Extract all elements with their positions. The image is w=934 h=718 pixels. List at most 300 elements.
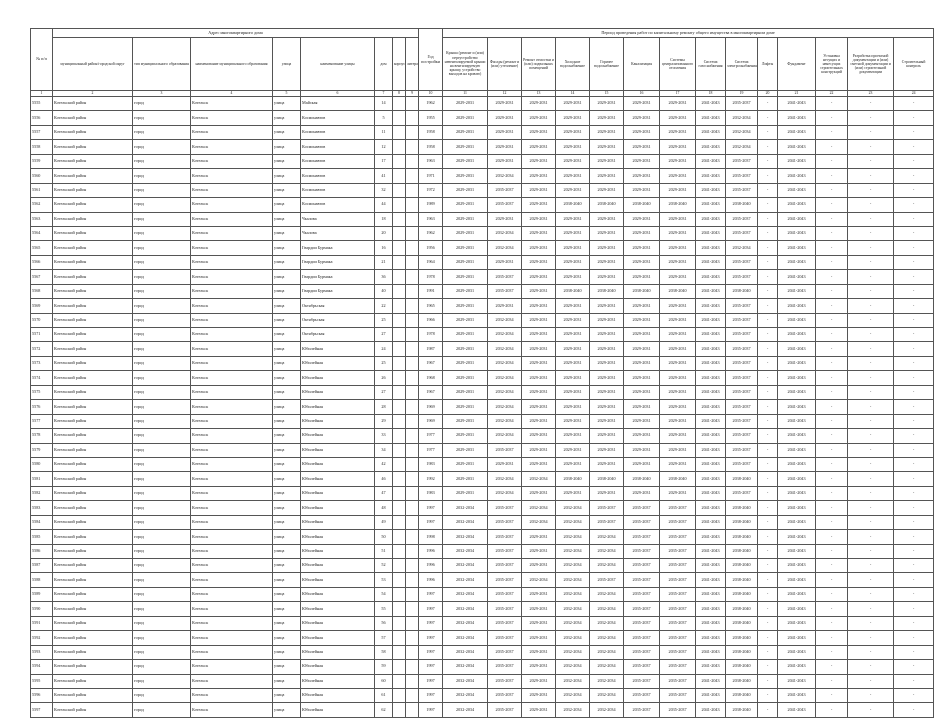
table-cell: Котельск [191, 299, 273, 313]
table-cell: город [133, 356, 191, 370]
table-cell: 2029-2031 [443, 486, 488, 500]
table-cell: 2029-2031 [624, 486, 660, 500]
table-cell: 2041-2043 [778, 631, 816, 645]
table-cell: 5593 [31, 645, 53, 659]
table-cell: 2029-2031 [522, 97, 556, 111]
table-row [31, 125, 934, 139]
table-cell: 2029-2031 [522, 212, 556, 226]
table-cell: - [894, 602, 934, 616]
table-cell: Космонавтов [301, 169, 375, 183]
table-cell: Котельский район [53, 443, 133, 457]
table-cell: 2029-2031 [660, 125, 696, 139]
table-cell: 2029-2031 [590, 140, 624, 154]
table-cell: 2041-2043 [696, 688, 726, 702]
table-cell: - [758, 515, 778, 529]
table-cell: 2038-2040 [726, 559, 758, 573]
table-cell [393, 616, 406, 630]
table-cell [406, 299, 419, 313]
col-number: 1 [31, 91, 53, 97]
table-cell [393, 486, 406, 500]
table-cell: 2032-2034 [726, 111, 758, 125]
table-cell: 5571 [31, 328, 53, 342]
table-cell: 2029-2031 [556, 342, 590, 356]
table-cell: 2029-2031 [443, 212, 488, 226]
table-cell: 2035-2037 [624, 631, 660, 645]
table-cell: 2041-2043 [778, 674, 816, 688]
table-cell: 2041-2043 [778, 154, 816, 168]
table-cell: 2041-2043 [778, 645, 816, 659]
table-cell: 2029-2031 [624, 400, 660, 414]
table-cell: 2041-2043 [778, 255, 816, 269]
table-cell: - [816, 328, 848, 342]
col-number: 13 [522, 91, 556, 97]
table-cell: Котельск [191, 660, 273, 674]
table-cell: - [758, 703, 778, 717]
table-cell: Котельский район [53, 400, 133, 414]
table-cell: 2041-2043 [778, 125, 816, 139]
table-cell: 2029-2031 [522, 299, 556, 313]
table-cell: город [133, 385, 191, 399]
table-cell: 2038-2040 [660, 472, 696, 486]
table-cell: 2035-2037 [726, 226, 758, 240]
table-cell [393, 645, 406, 659]
table-cell: 2038-2040 [624, 284, 660, 298]
table-cell: 2032-2034 [443, 631, 488, 645]
col-header: тип муниципального образования [133, 38, 191, 91]
table-cell: - [816, 125, 848, 139]
table-cell [406, 559, 419, 573]
table-cell: Юбилейная [301, 631, 375, 645]
table-row [31, 284, 934, 298]
table-cell: 2038-2040 [726, 472, 758, 486]
table-cell: 2041-2043 [696, 241, 726, 255]
table-cell: - [848, 371, 894, 385]
table-cell: - [816, 270, 848, 284]
table-cell: 2032-2034 [488, 342, 522, 356]
table-cell: улица [273, 212, 301, 226]
table-cell: 2041-2043 [696, 559, 726, 573]
table-cell: 1998 [419, 530, 443, 544]
table-cell: 2029-2031 [590, 212, 624, 226]
table-cell [393, 429, 406, 443]
table-cell: - [894, 140, 934, 154]
table-cell: - [848, 674, 894, 688]
table-cell: 2041-2043 [696, 125, 726, 139]
table-cell: - [758, 154, 778, 168]
table-cell: - [848, 486, 894, 500]
table-cell: 2032-2034 [726, 241, 758, 255]
table-cell: Юбилейная [301, 530, 375, 544]
table-cell [406, 371, 419, 385]
table-cell: 1962 [419, 97, 443, 111]
table-row [31, 414, 934, 428]
table-cell: Юбилейная [301, 602, 375, 616]
table-cell: 5582 [31, 486, 53, 500]
table-cell: - [848, 587, 894, 601]
table-cell: 2032-2034 [443, 645, 488, 659]
table-cell: 5590 [31, 602, 53, 616]
table-cell: город [133, 255, 191, 269]
table-cell: 2035-2037 [488, 703, 522, 717]
table-cell: улица [273, 645, 301, 659]
table-cell: 2038-2040 [590, 284, 624, 298]
table-cell [406, 457, 419, 471]
table-cell: 27 [375, 328, 393, 342]
table-cell: 2029-2031 [590, 111, 624, 125]
table-cell: - [758, 501, 778, 515]
table-cell: 1983 [419, 486, 443, 500]
table-cell: 2029-2031 [522, 429, 556, 443]
table-cell: Котельск [191, 154, 273, 168]
table-cell: Космонавтов [301, 125, 375, 139]
table-cell: Котельский район [53, 660, 133, 674]
table-cell: - [848, 429, 894, 443]
table-cell: Котельск [191, 125, 273, 139]
table-cell: 2035-2037 [660, 688, 696, 702]
table-cell: 2032-2034 [443, 674, 488, 688]
table-cell: 25 [375, 313, 393, 327]
table-row [31, 371, 934, 385]
table-cell: Котельский район [53, 299, 133, 313]
table-cell: Гвардии Бурмака [301, 284, 375, 298]
table-cell: 5566 [31, 255, 53, 269]
table-cell: 2029-2031 [624, 342, 660, 356]
table-cell [393, 328, 406, 342]
table-cell: - [758, 486, 778, 500]
table-cell: 2035-2037 [624, 530, 660, 544]
table-cell: 2029-2031 [660, 414, 696, 428]
table-cell: Котельск [191, 530, 273, 544]
table-cell [406, 212, 419, 226]
col-header: Фундамент [778, 38, 816, 91]
table-cell: - [894, 356, 934, 370]
table-cell: - [894, 198, 934, 212]
table-cell: 2035-2037 [624, 674, 660, 688]
table-row [31, 429, 934, 443]
table-cell: город [133, 97, 191, 111]
table-cell: Котельск [191, 342, 273, 356]
table-row [31, 501, 934, 515]
table-cell: - [758, 660, 778, 674]
table-cell: 2029-2031 [660, 154, 696, 168]
table-cell [393, 154, 406, 168]
table-cell: Майская [301, 97, 375, 111]
table-cell: Гвардии Бурмака [301, 270, 375, 284]
table-cell: 2029-2031 [660, 212, 696, 226]
table-cell: 2032-2034 [556, 703, 590, 717]
table-cell: Котельск [191, 645, 273, 659]
table-cell: Котельский район [53, 573, 133, 587]
table-cell [406, 573, 419, 587]
table-cell: 5573 [31, 356, 53, 370]
table-cell: 2029-2031 [624, 169, 660, 183]
table-cell: 2029-2031 [488, 299, 522, 313]
col-header: Ремонт отмостки и (или) подвальных помещений [522, 38, 556, 91]
table-cell: 2032-2034 [556, 515, 590, 529]
table-cell: 2038-2040 [726, 198, 758, 212]
table-row [31, 226, 934, 240]
table-cell: 2035-2037 [624, 645, 660, 659]
table-cell: город [133, 616, 191, 630]
table-cell: 2038-2040 [624, 198, 660, 212]
table-cell: - [816, 486, 848, 500]
table-cell: город [133, 544, 191, 558]
table-cell: - [816, 674, 848, 688]
table-row [31, 486, 934, 500]
table-cell: улица [273, 241, 301, 255]
table-cell: город [133, 486, 191, 500]
table-cell: - [848, 183, 894, 197]
table-cell: город [133, 660, 191, 674]
table-cell [393, 255, 406, 269]
table-cell: 2029-2031 [624, 328, 660, 342]
table-cell: 2029-2031 [522, 255, 556, 269]
table-cell: 1966 [419, 313, 443, 327]
table-cell: 2029-2031 [624, 125, 660, 139]
table-cell: улица [273, 674, 301, 688]
table-cell: 2041-2043 [778, 472, 816, 486]
table-cell: 2032-2034 [443, 501, 488, 515]
col-header: Строительный контроль [894, 38, 934, 91]
table-cell: 2029-2031 [522, 703, 556, 717]
table-cell [393, 587, 406, 601]
table-cell: Котельск [191, 559, 273, 573]
table-cell: 2041-2043 [696, 400, 726, 414]
table-body [31, 97, 934, 718]
table-cell: город [133, 400, 191, 414]
table-cell: 2041-2043 [696, 587, 726, 601]
table-cell: 2041-2043 [778, 111, 816, 125]
table-cell: Котельский район [53, 602, 133, 616]
table-cell: 28 [375, 400, 393, 414]
table-row [31, 140, 934, 154]
table-cell [406, 674, 419, 688]
table-cell [406, 515, 419, 529]
table-cell: - [816, 544, 848, 558]
table-cell: Котельск [191, 356, 273, 370]
table-cell: 2041-2043 [696, 544, 726, 558]
table-cell: 2035-2037 [660, 616, 696, 630]
table-cell [393, 198, 406, 212]
table-cell: 2029-2031 [443, 342, 488, 356]
table-cell: 5555 [31, 97, 53, 111]
table-cell: 2032-2034 [590, 587, 624, 601]
table-cell: улица [273, 587, 301, 601]
table-cell [406, 385, 419, 399]
table-cell: - [848, 299, 894, 313]
table-cell: Юбилейная [301, 703, 375, 717]
table-cell [406, 414, 419, 428]
table-cell: - [758, 443, 778, 457]
table-cell: 2029-2031 [556, 385, 590, 399]
table-cell: 1955 [419, 111, 443, 125]
table-cell: улица [273, 356, 301, 370]
table-cell: - [816, 169, 848, 183]
table-cell: 1997 [419, 631, 443, 645]
table-cell: 2032-2034 [590, 688, 624, 702]
table-cell: город [133, 414, 191, 428]
table-cell: - [758, 688, 778, 702]
table-cell: 2041-2043 [696, 515, 726, 529]
table-cell: 2041-2043 [778, 226, 816, 240]
table-cell: 2041-2043 [696, 169, 726, 183]
table-cell: 2032-2034 [590, 602, 624, 616]
table-cell: 2035-2037 [660, 501, 696, 515]
table-cell: Юбилейная [301, 486, 375, 500]
table-cell: 5579 [31, 443, 53, 457]
table-cell: Котельск [191, 587, 273, 601]
table-cell: - [816, 602, 848, 616]
table-cell: Юбилейная [301, 342, 375, 356]
table-cell: 2038-2040 [726, 631, 758, 645]
table-cell: - [848, 645, 894, 659]
table-cell [393, 342, 406, 356]
table-cell: город [133, 371, 191, 385]
table-cell: 44 [375, 198, 393, 212]
table-cell: 1969 [419, 414, 443, 428]
col-number: 18 [696, 91, 726, 97]
table-cell: 5565 [31, 241, 53, 255]
table-cell: улица [273, 660, 301, 674]
col-number: 22 [816, 91, 848, 97]
table-cell: 2035-2037 [488, 660, 522, 674]
table-cell: - [758, 371, 778, 385]
table-cell [393, 674, 406, 688]
table-cell: 2041-2043 [696, 457, 726, 471]
table-cell [393, 299, 406, 313]
table-cell: 2035-2037 [624, 501, 660, 515]
table-cell: Котельск [191, 573, 273, 587]
table-cell [406, 154, 419, 168]
col-header: дом [375, 38, 393, 91]
table-cell: 2035-2037 [488, 183, 522, 197]
table-cell: 2035-2037 [726, 371, 758, 385]
table-cell: 2041-2043 [696, 342, 726, 356]
table-cell: - [848, 140, 894, 154]
table-cell: 2035-2037 [726, 183, 758, 197]
table-cell: Котельск [191, 688, 273, 702]
table-cell: - [816, 414, 848, 428]
table-row [31, 241, 934, 255]
table-cell: 2029-2031 [522, 313, 556, 327]
table-cell: 59 [375, 660, 393, 674]
table-cell: 2029-2031 [660, 140, 696, 154]
table-cell: 5591 [31, 616, 53, 630]
table-cell: улица [273, 443, 301, 457]
table-cell: 2035-2037 [488, 688, 522, 702]
table-row [31, 443, 934, 457]
table-cell: Юбилейная [301, 385, 375, 399]
table-cell: 2029-2031 [556, 429, 590, 443]
table-cell: 2035-2037 [488, 674, 522, 688]
table-cell [406, 501, 419, 515]
col-number: 3 [133, 91, 191, 97]
table-cell: - [848, 97, 894, 111]
table-cell: город [133, 299, 191, 313]
table-cell: улица [273, 559, 301, 573]
table-cell: 21 [375, 255, 393, 269]
table-cell: 2035-2037 [624, 573, 660, 587]
table-cell: 2029-2031 [590, 443, 624, 457]
table-cell: 2032-2034 [488, 356, 522, 370]
table-cell: Котельский район [53, 631, 133, 645]
table-cell: 5585 [31, 530, 53, 544]
table-cell: Юбилейная [301, 371, 375, 385]
table-cell: - [848, 414, 894, 428]
col-number: 7 [375, 91, 393, 97]
table-cell: 2029-2031 [590, 457, 624, 471]
table-cell: - [816, 515, 848, 529]
table-cell: - [816, 342, 848, 356]
table-cell: - [758, 125, 778, 139]
table-cell: 2035-2037 [660, 645, 696, 659]
table-cell: Котельск [191, 385, 273, 399]
table-cell [406, 400, 419, 414]
table-cell: - [894, 660, 934, 674]
table-cell: 2029-2031 [522, 530, 556, 544]
table-row [31, 299, 934, 313]
table-cell: 1997 [419, 645, 443, 659]
table-cell: - [848, 457, 894, 471]
table-cell: 2029-2031 [443, 125, 488, 139]
table-cell: 2038-2040 [556, 472, 590, 486]
table-cell: 2038-2040 [726, 587, 758, 601]
table-cell [393, 501, 406, 515]
table-cell: 2035-2037 [660, 530, 696, 544]
table-cell: Котельский район [53, 703, 133, 717]
table-cell: 1965 [419, 299, 443, 313]
table-cell: 2038-2040 [726, 616, 758, 630]
col-header: Установка несущих и ненесущих строительных конструкций [816, 38, 848, 91]
table-cell: Котельск [191, 515, 273, 529]
table-cell: 2032-2034 [522, 472, 556, 486]
table-cell: 2041-2043 [778, 530, 816, 544]
table-cell: Котельск [191, 270, 273, 284]
table-cell: Космонавтов [301, 111, 375, 125]
table-cell: 2038-2040 [726, 515, 758, 529]
table-cell: 2035-2037 [660, 544, 696, 558]
table-cell: Юбилейная [301, 472, 375, 486]
table-cell [393, 660, 406, 674]
table-cell: 1996 [419, 573, 443, 587]
table-cell: - [758, 587, 778, 601]
table-cell: - [894, 255, 934, 269]
table-cell: 2029-2031 [443, 198, 488, 212]
table-cell: 2029-2031 [443, 472, 488, 486]
table-cell [393, 443, 406, 457]
table-cell: 5574 [31, 371, 53, 385]
table-cell: 2032-2034 [488, 414, 522, 428]
table-cell: город [133, 284, 191, 298]
table-cell: 2029-2031 [660, 457, 696, 471]
table-cell: 5570 [31, 313, 53, 327]
table-cell: 5569 [31, 299, 53, 313]
table-cell: 2029-2031 [590, 356, 624, 370]
table-cell [393, 515, 406, 529]
table-cell: 5568 [31, 284, 53, 298]
table-cell: 1989 [419, 198, 443, 212]
table-cell: Котельск [191, 169, 273, 183]
table-cell: улица [273, 457, 301, 471]
table-cell: - [894, 573, 934, 587]
table-cell: - [848, 443, 894, 457]
table-cell: - [816, 111, 848, 125]
table-cell: 1977 [419, 443, 443, 457]
table-cell: Котельский район [53, 371, 133, 385]
table-cell: - [848, 255, 894, 269]
table-cell: 2029-2031 [522, 688, 556, 702]
table-cell: 46 [375, 472, 393, 486]
